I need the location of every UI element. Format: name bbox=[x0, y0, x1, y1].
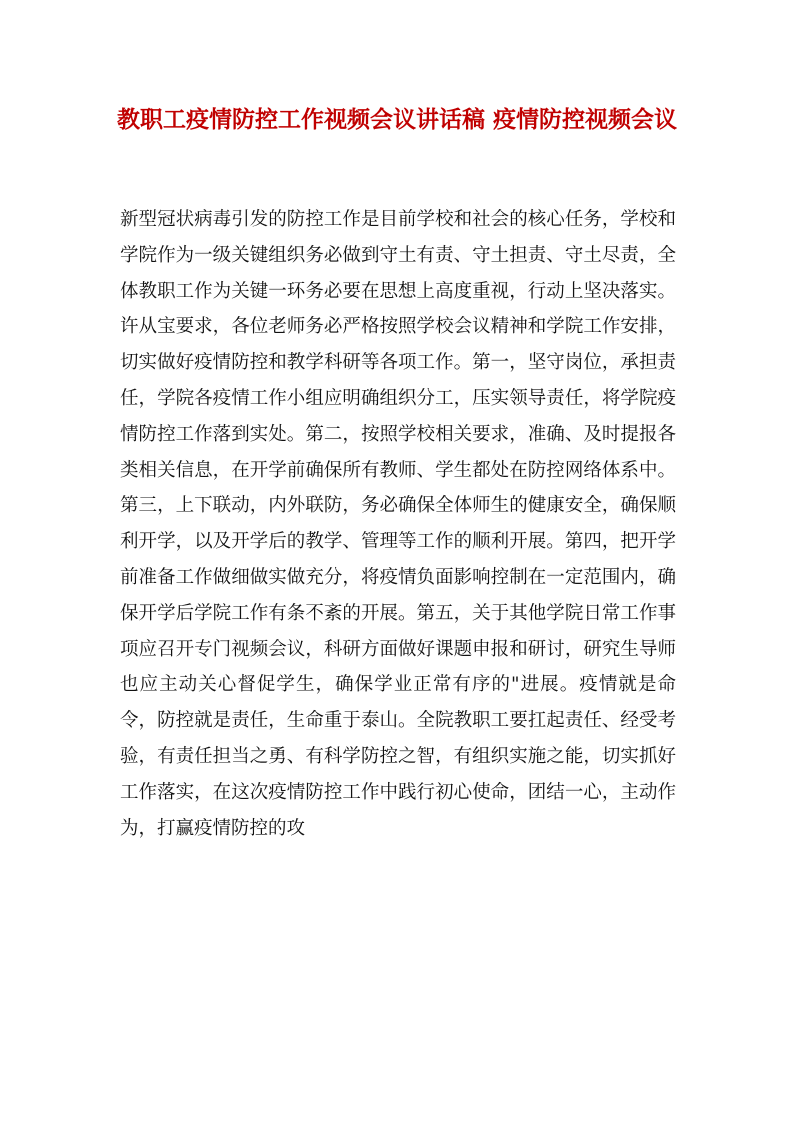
document-body-paragraph: 新型冠状病毒引发的防控工作是目前学校和社会的核心任务，学校和学院作为一级关键组织务必做到守土有责、守土担责、守土尽责，全体教职工作为关键一环务必要在思想上高度重视，行动上坚决落实。许从宝要求，各位老师务必严格按照学校会议精神和学院工作安排，切实做好疫情防控和教学科研等各项工作。第一，坚守岗位，承担责任，学院各疫情工作小组应明确组织分工，压实领导责任，将学院疫情防控工作落到实处。第二，按照学校相关要求，准确、及时提报各类相关信息，在开学前确保所有教师、学生都处在防控网络体系中。第三，上下联动，内外联防，务必确保全体师生的健康安全，确保顺利开学，以及开学后的教学、管理等工作的顺利开展。第四，把开学前准备工作做细做实做充分，将疫情负面影响控制在一定范围内，确保开学后学院工作有条不紊的开展。第五，关于其他学院日常工作事项应召开专门视频会议，科研方面做好课题申报和研讨，研究生导师也应主动关心督促学生，确保学业正常有序的"进展。疫情就是命令，防控就是责任，生命重于泰山。全院教职工要扛起责任、经受考验，有责任担当之勇、有科学防控之智，有组织实施之能，切实抓好工作落实，在这次疫情防控工作中践行初心使命，团结一心，主动作为，打赢疫情防控的攻 bbox=[120, 209, 676, 839]
document-title: 教职工疫情防控工作视频会议讲话稿 疫情防控视频会议 bbox=[116, 106, 677, 133]
